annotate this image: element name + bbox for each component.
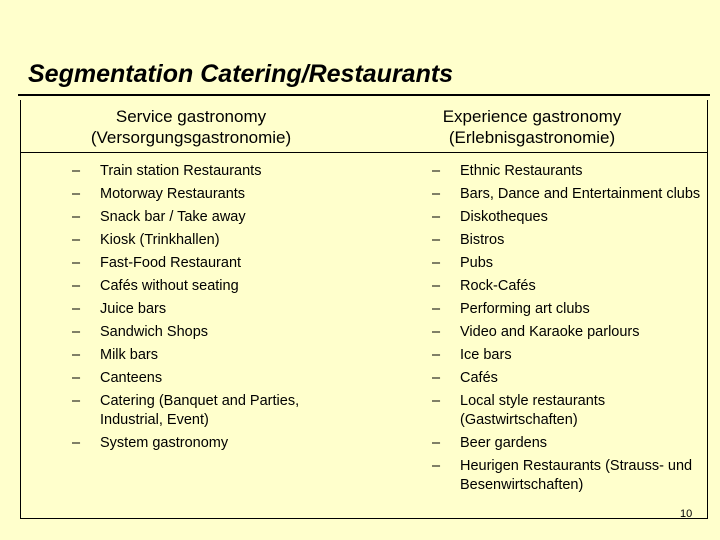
list-item <box>432 434 702 453</box>
dash-bullet: – <box>432 458 441 474</box>
list-item <box>432 277 702 296</box>
experience-heading-line1: Experience gastronomy <box>442 107 622 126</box>
dash-bullet: – <box>432 347 441 363</box>
list-item-label: Ethnic Restaurants <box>460 163 583 179</box>
dash-bullet: – <box>432 232 441 248</box>
list-item <box>432 231 702 250</box>
list-item-label: Beer gardens <box>460 435 548 451</box>
list-item <box>72 392 342 430</box>
list-item-label: Performing art clubs <box>460 301 590 317</box>
list-item-label: Fast-Food Restaurant <box>100 255 242 271</box>
list-item <box>432 254 702 273</box>
list-item <box>432 323 702 342</box>
slide-title: Segmentation Catering/Restaurants <box>28 60 454 88</box>
service-heading-line2: (Versorgungsgastronomie) <box>90 128 292 147</box>
dash-bullet: – <box>72 278 81 294</box>
list-item-label: Sandwich Shops <box>100 324 209 340</box>
list-item <box>72 185 342 204</box>
list-item <box>432 208 702 227</box>
list-item <box>72 162 342 181</box>
list-item-label: Diskotheques <box>460 209 548 225</box>
dash-bullet: – <box>72 232 81 248</box>
service-gastronomy-list <box>72 162 342 457</box>
list-item <box>72 277 342 296</box>
list-item-label: Video and Karaoke parlours <box>460 324 640 340</box>
list-item-label: Train station Restaurants <box>100 163 262 179</box>
dash-bullet: – <box>432 301 441 317</box>
list-item-label: Cafés without seating <box>100 278 239 294</box>
list-item-label: Canteens <box>100 370 163 386</box>
list-item <box>72 300 342 319</box>
list-item-label: Ice bars <box>460 347 512 363</box>
experience-gastronomy-heading <box>362 106 702 148</box>
list-item-label: Kiosk (Trinkhallen) <box>100 232 220 248</box>
dash-bullet: – <box>72 370 81 386</box>
dash-bullet: – <box>432 209 441 225</box>
list-item-label: Milk bars <box>100 347 159 363</box>
dash-bullet: – <box>72 393 81 409</box>
list-item <box>72 369 342 388</box>
list-item-label: Juice bars <box>100 301 167 317</box>
dash-bullet: – <box>72 301 81 317</box>
list-item <box>72 231 342 250</box>
list-item <box>72 346 342 365</box>
dash-bullet: – <box>432 163 441 179</box>
service-heading-line1: Service gastronomy <box>115 107 267 126</box>
dash-bullet: – <box>72 435 81 451</box>
dash-bullet: – <box>72 324 81 340</box>
list-item <box>72 323 342 342</box>
dash-bullet: – <box>432 278 441 294</box>
list-item-label: Heurigen Restaurants (Strauss- und Besenwirtschaften) <box>460 458 693 493</box>
list-item-label: Snack bar / Take away <box>100 209 246 225</box>
list-item <box>432 369 702 388</box>
dash-bullet: – <box>72 255 81 271</box>
list-item <box>432 457 702 495</box>
list-item-label: Motorway Restaurants <box>100 186 246 202</box>
title-underline <box>18 94 710 96</box>
page-number: 10 <box>680 508 693 520</box>
dash-bullet: – <box>72 209 81 225</box>
list-item-label: Local style restaurants (Gastwirtschaften) <box>460 393 606 428</box>
list-item-label: System gastronomy <box>100 435 229 451</box>
list-item <box>432 185 702 204</box>
dash-bullet: – <box>72 347 81 363</box>
list-item-label: Pubs <box>460 255 494 271</box>
experience-gastronomy-list <box>432 162 702 499</box>
service-gastronomy-heading <box>26 106 356 148</box>
experience-heading-line2: (Erlebnisgastronomie) <box>448 128 616 147</box>
dash-bullet: – <box>432 370 441 386</box>
header-divider <box>20 152 707 153</box>
dash-bullet: – <box>432 186 441 202</box>
dash-bullet: – <box>432 393 441 409</box>
list-item-label: Rock-Cafés <box>460 278 536 294</box>
dash-bullet: – <box>432 324 441 340</box>
list-item <box>432 300 702 319</box>
list-item <box>432 162 702 181</box>
dash-bullet: – <box>72 163 81 179</box>
dash-bullet: – <box>432 435 441 451</box>
list-item-label: Bars, Dance and Entertainment clubs <box>460 186 701 202</box>
list-item <box>72 434 342 453</box>
list-item-label: Cafés <box>460 370 498 386</box>
dash-bullet: – <box>72 186 81 202</box>
list-item <box>72 208 342 227</box>
dash-bullet: – <box>432 255 441 271</box>
list-item <box>72 254 342 273</box>
list-item-label: Bistros <box>460 232 505 248</box>
list-item <box>432 392 702 430</box>
list-item-label: Catering (Banquet and Parties, Industrial, Event) <box>100 393 300 428</box>
list-item <box>432 346 702 365</box>
